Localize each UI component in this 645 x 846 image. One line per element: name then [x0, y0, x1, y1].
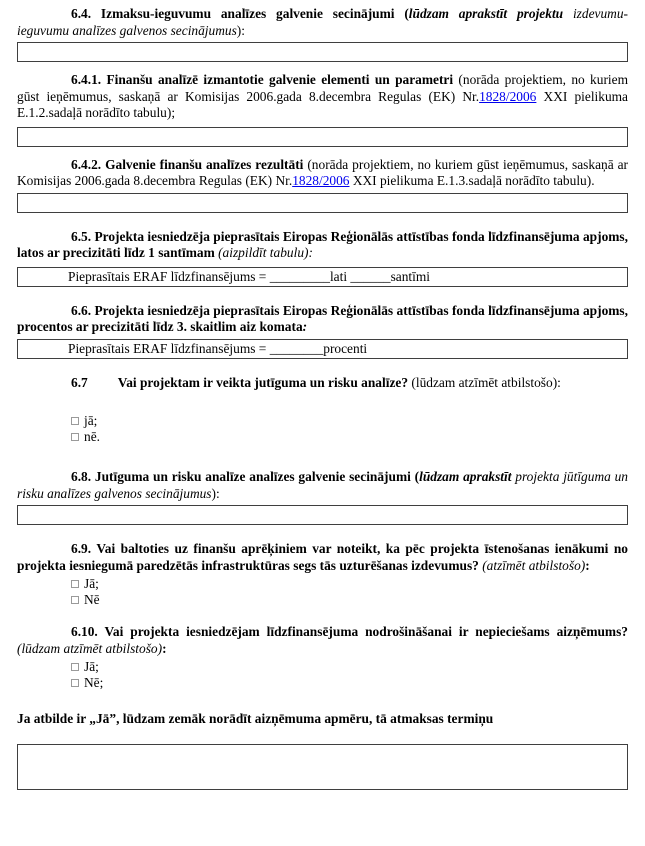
heading-6-9-tail: :	[585, 557, 590, 573]
heading-6-4-1-bold: 6.4.1. Finanšu analīzē izmantotie galvenie elementi un parametri	[71, 72, 459, 87]
heading-6-8-bold: 6.8. Jutīguma un risku analīze analīzes galvenie secinājumi (	[71, 469, 420, 484]
options-6-10	[17, 659, 628, 691]
input-field-6-4-1[interactable]	[17, 127, 628, 147]
heading-6-9-italic: (atzīmēt atbilstošo)	[482, 557, 586, 573]
option-label-ja: jā;	[84, 413, 98, 428]
loan-amount-note-text: Ja atbilde ir „Jā”, lūdzam zemāk norādīt aizņēmuma apmēru, tā atmaksas termiņu	[17, 711, 494, 726]
heading-6-4-bold: 6.4. Izmaksu-ieguvumu analīzes galvenie secinājumi (	[71, 6, 409, 21]
heading-6-10-tail: :	[162, 640, 167, 656]
option-label-ja: Jā;	[84, 659, 99, 674]
heading-6-8-italic: projekta jūtīguma un risku analīzes galvenos secinājumus	[17, 469, 629, 501]
heading-6-7-bold: Vai projektam ir veikta jutīguma un risku analīze?	[117, 374, 412, 390]
heading-6-8-tail: ):	[211, 485, 220, 501]
checkbox-6-9-ne[interactable]	[71, 596, 79, 604]
option-row-ja	[71, 659, 628, 675]
heading-6-10-italic: (lūdzam atzīmēt atbilstošo)	[17, 640, 163, 656]
option-label-ne: Nē;	[84, 675, 104, 690]
option-row-ja	[71, 576, 628, 592]
heading-6-5-italic: (aizpildīt tabulu):	[218, 245, 313, 260]
heading-6-10-bold: 6.10. Vai projekta iesniedzējam līdzfinansējuma nodrošināšanai ir nepieciešams aizņēmums?	[71, 624, 628, 639]
section-6-5-heading	[17, 229, 628, 262]
option-row-ja	[71, 413, 628, 429]
regulation-link[interactable]: 1828/2006	[479, 88, 537, 104]
options-6-9	[17, 576, 628, 608]
heading-6-4-italic: izdevumu-ieguvumu analīzes galvenos secinājumus	[17, 6, 628, 38]
section-6-4-heading	[17, 6, 628, 39]
heading-6-4-2-bold: 6.4.2. Galvenie finanšu analīzes rezultāti	[71, 156, 308, 172]
section-6-6-heading	[17, 303, 628, 336]
heading-6-9-bold: 6.9. Vai baltoties uz finanšu aprēķiniem var noteikt, ka pēc projekta īstenošanas ienākumi no projekta iesniegumā paredzētās infrastruktūras segs tās uzturēšanas izdevumus?	[17, 541, 628, 573]
heading-6-7-number: 6.7	[71, 374, 88, 390]
heading-6-4-tail: ):	[236, 22, 245, 38]
heading-6-4-bold-italic: lūdzam aprakstīt projektu	[408, 6, 573, 21]
checkbox-6-7-ja[interactable]	[71, 417, 79, 425]
input-field-loan-details[interactable]	[17, 744, 628, 790]
option-row-ne	[71, 592, 628, 608]
option-label-ne: nē.	[84, 429, 100, 444]
checkbox-6-9-ja[interactable]	[71, 580, 79, 588]
section-6-7-heading	[17, 375, 628, 392]
option-row-ne	[71, 429, 628, 445]
eraf-amount-percent-label: Pieprasītais ERAF līdzfinansējums = ________procenti	[68, 340, 368, 356]
body-6-4-1-post: XXI pielikuma E.1.2.sadaļā norādīto tabulu);	[17, 88, 629, 120]
input-field-6-5[interactable]	[17, 267, 628, 287]
section-6-10-heading	[17, 624, 628, 657]
option-label-ne: Nē	[84, 592, 100, 607]
option-label-ja: Jā;	[84, 576, 99, 591]
loan-amount-note	[17, 711, 628, 728]
checkbox-6-10-ne[interactable]	[71, 679, 79, 687]
checkbox-6-10-ja[interactable]	[71, 663, 79, 671]
section-6-4-1-heading	[17, 72, 628, 122]
input-field-6-4[interactable]	[17, 42, 628, 62]
heading-6-5-bold: 6.5. Projekta iesniedzēja pieprasītais Eiropas Reģionālās attīstības fonda līdzfinansējuma apjoms, latos ar precizitāti līdz 1 santīmam	[17, 228, 628, 260]
body-6-4-2-post: XXI pielikuma E.1.3.sadaļā norādīto tabulu).	[349, 173, 595, 188]
body-6-4-2-pre: (norāda projektiem, no kuriem gūst ieņēmumus, saskaņā ar Komisijas 2006.gada 8.decembra Regulas (EK) Nr.	[17, 156, 628, 188]
body-6-4-1-pre: (norāda projektiem, no kuriem gūst ieņēmumus, saskaņā ar Komisijas 2006.gada 8.decembra Regulas (EK) Nr.	[17, 72, 628, 104]
checkbox-6-7-ne[interactable]	[71, 433, 79, 441]
options-6-7	[17, 413, 628, 445]
regulation-link[interactable]: 1828/2006	[292, 173, 350, 188]
section-6-8-heading	[17, 469, 628, 502]
eraf-amount-lati-label: Pieprasītais ERAF līdzfinansējums = _________lati ______santīmi	[68, 268, 431, 284]
input-field-6-8[interactable]	[17, 505, 628, 525]
input-field-6-4-2[interactable]	[17, 193, 628, 213]
section-6-9-heading	[17, 541, 628, 574]
heading-6-6-tail: :	[302, 319, 308, 334]
option-row-ne	[71, 675, 628, 691]
input-field-6-6[interactable]	[17, 339, 628, 359]
heading-6-8-bold-italic: lūdzam aprakstīt	[419, 469, 516, 484]
section-6-4-2-heading	[17, 157, 628, 190]
heading-6-6-bold: 6.6. Projekta iesniedzēja pieprasītais Eiropas Reģionālās attīstības fonda līdzfinansējuma apjoms, procentos ar precizitāti līdz 3. skaitlim aiz komata	[17, 302, 628, 334]
heading-6-7-note: (lūdzam atzīmēt atbilstošo):	[411, 374, 561, 390]
